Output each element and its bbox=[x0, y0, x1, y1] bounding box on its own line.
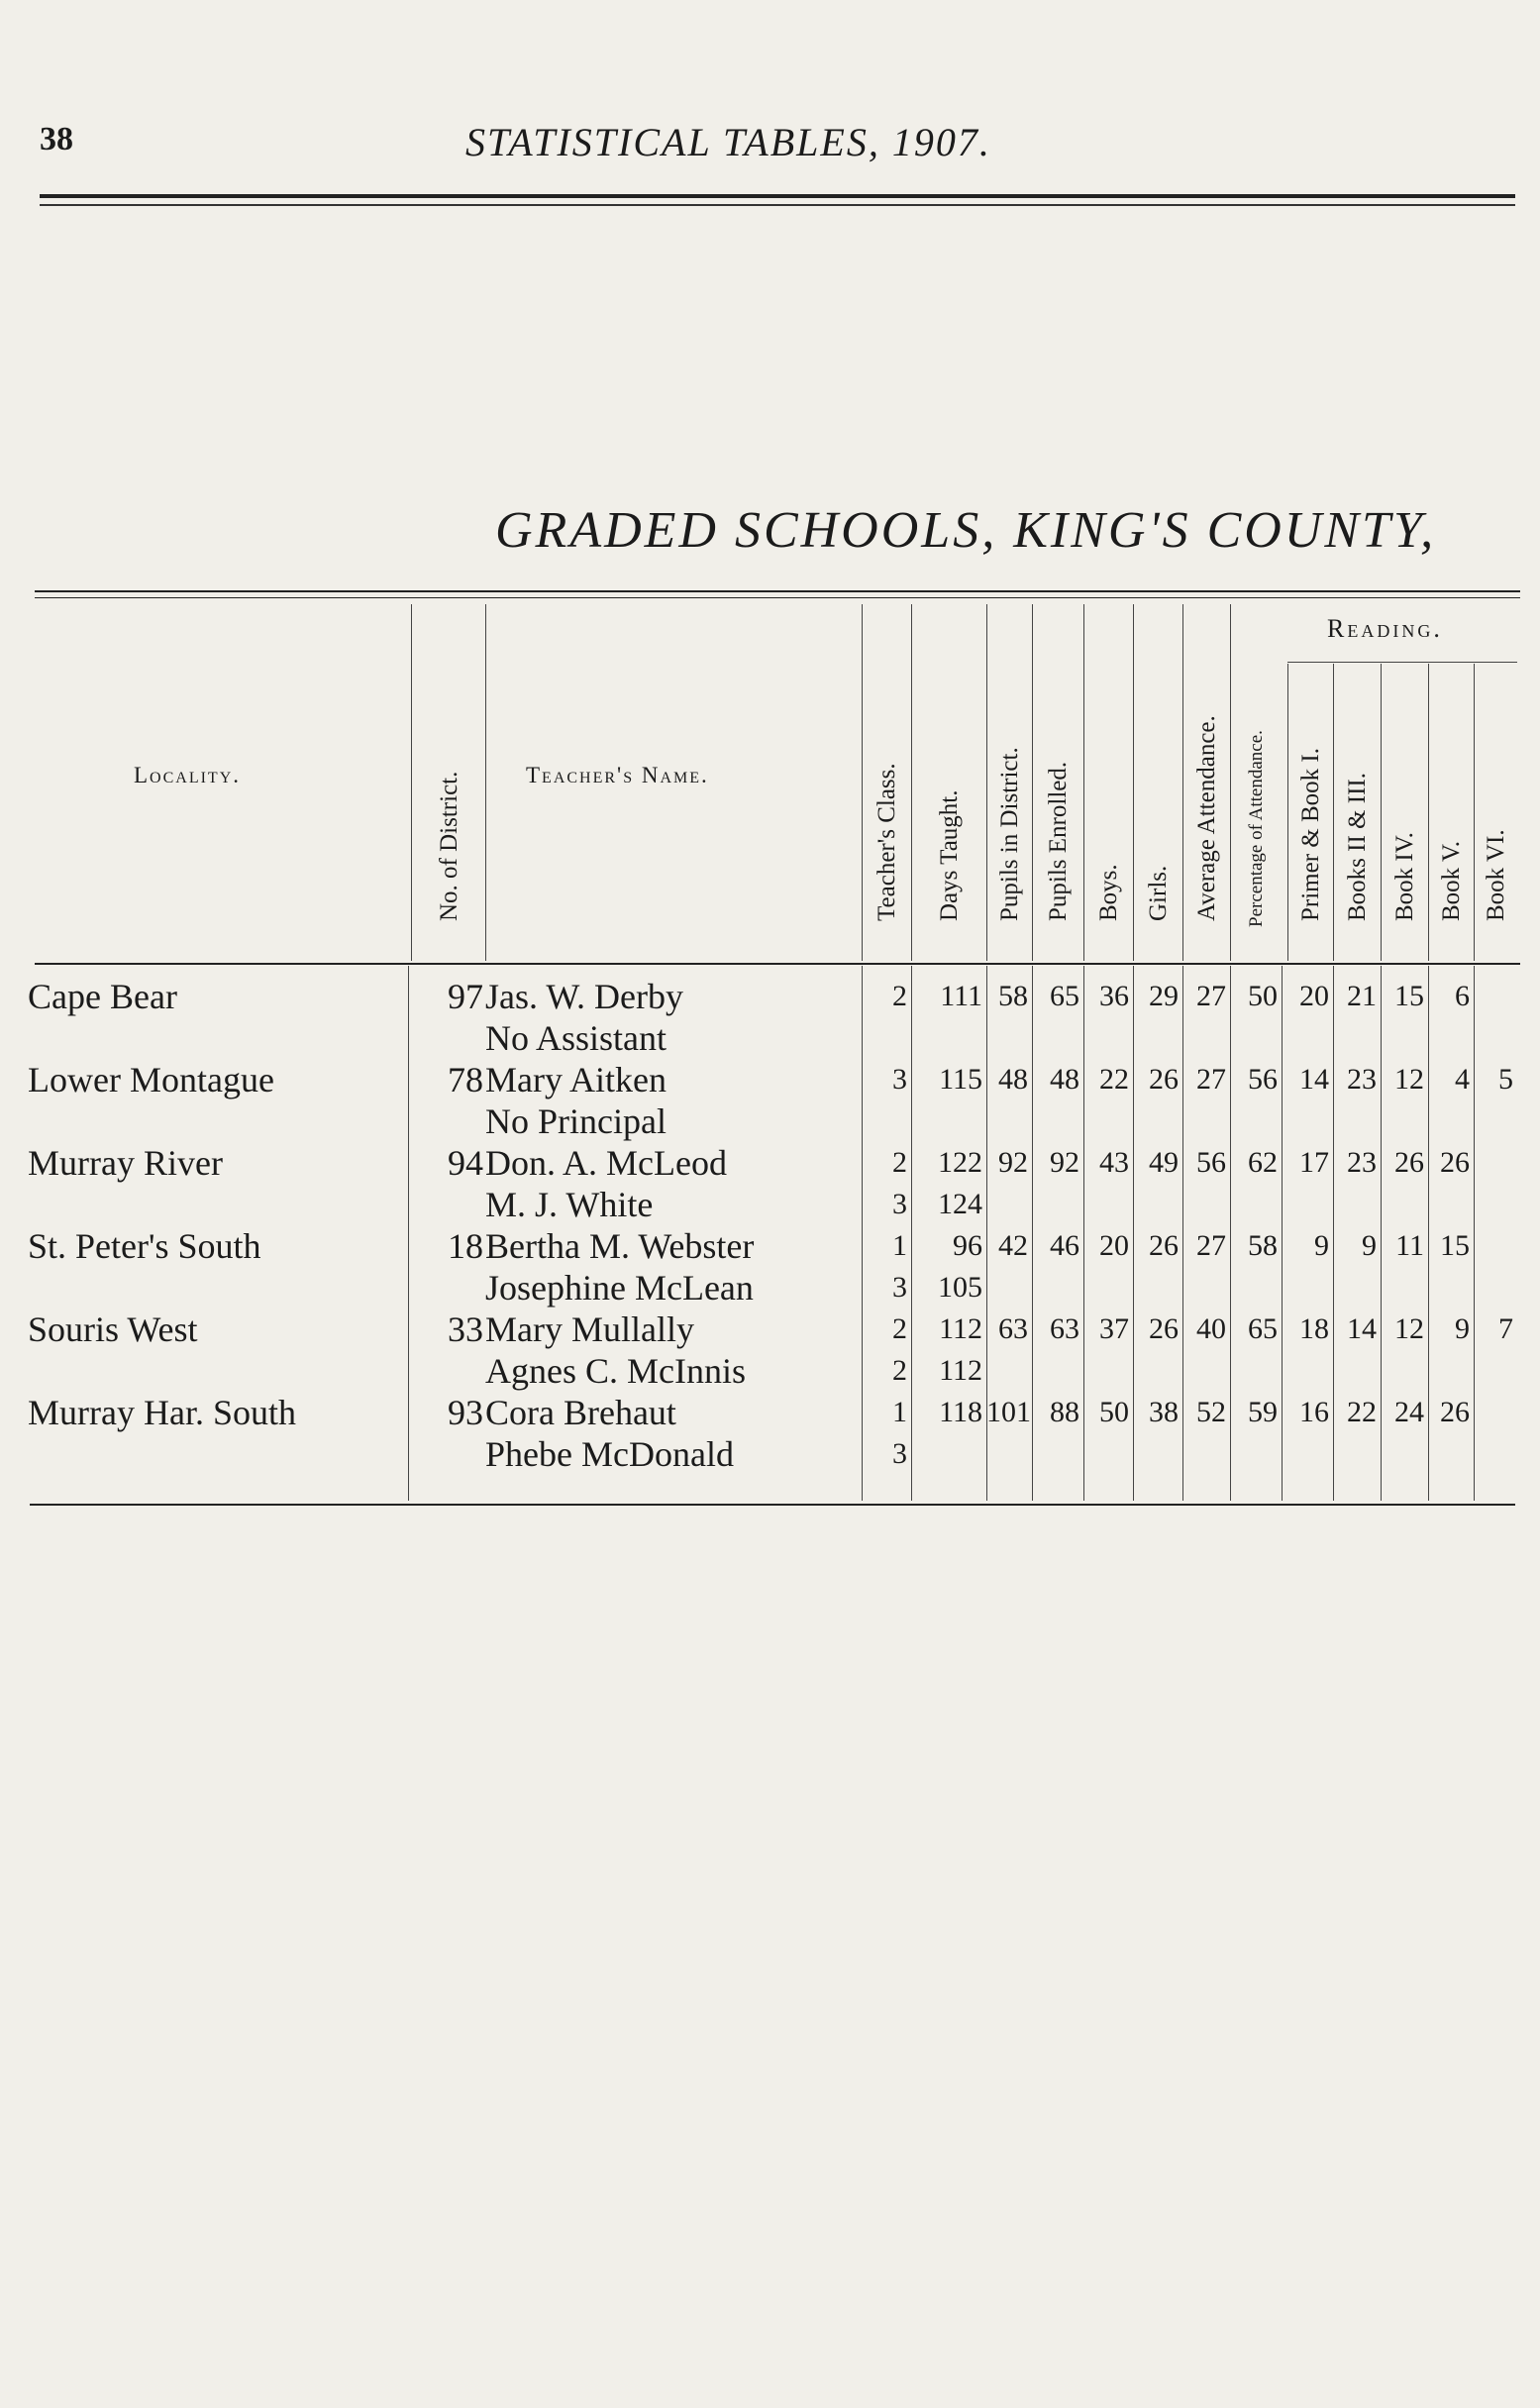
header-book4-cell bbox=[1381, 664, 1429, 961]
header-district-cell bbox=[411, 604, 486, 961]
cell-pupils-district: 101 bbox=[986, 1396, 1031, 1428]
cell-days: 111 bbox=[940, 980, 982, 1012]
cell-avg: 27 bbox=[1196, 980, 1226, 1012]
cell-teacher: Agnes C. McInnis bbox=[485, 1351, 746, 1391]
cell-pupils-district: 58 bbox=[998, 980, 1028, 1012]
cell-district: 78 bbox=[448, 1060, 483, 1099]
cell-pupils-enrolled: 48 bbox=[1050, 1063, 1079, 1096]
cell-girls: 29 bbox=[1149, 980, 1179, 1012]
cell-teacher: Don. A. McLeod bbox=[485, 1143, 727, 1183]
cell-books23: 9 bbox=[1362, 1229, 1377, 1262]
cell-avg: 27 bbox=[1196, 1063, 1226, 1096]
cell-pupils-district: 42 bbox=[998, 1229, 1028, 1262]
cell-days: 124 bbox=[938, 1188, 982, 1220]
cell-district bbox=[406, 1017, 483, 1059]
header-no-district: No. of District. bbox=[435, 771, 462, 921]
cell-teacher: Jas. W. Derby bbox=[485, 977, 683, 1016]
cell-teacher: No Assistant bbox=[485, 1018, 667, 1058]
top-rule-thin bbox=[40, 204, 1515, 206]
table-row bbox=[0, 1392, 1540, 1433]
header-girls: Girls. bbox=[1145, 865, 1172, 921]
table-row bbox=[0, 1059, 1540, 1100]
cell-days: 96 bbox=[953, 1229, 982, 1262]
cell-days: 122 bbox=[938, 1146, 982, 1179]
cell-district: 18 bbox=[448, 1226, 483, 1266]
cell-class: 1 bbox=[892, 1396, 907, 1428]
header-book5-cell bbox=[1428, 664, 1475, 961]
header-primer-cell bbox=[1287, 664, 1334, 961]
cell-locality: Murray River bbox=[28, 1143, 223, 1183]
running-head: STATISTICAL TABLES, 1907. bbox=[465, 120, 991, 164]
header-locality-cell bbox=[20, 604, 411, 961]
cell-girls: 26 bbox=[1149, 1229, 1179, 1262]
cell-teacher: Josephine McLean bbox=[485, 1268, 754, 1308]
cell-primer: 16 bbox=[1299, 1396, 1329, 1428]
cell-pupils-district: 48 bbox=[998, 1063, 1028, 1096]
cell-days: 112 bbox=[939, 1354, 982, 1387]
cell-district: 93 bbox=[448, 1393, 483, 1432]
page-number: 38 bbox=[40, 121, 73, 157]
cell-girls: 38 bbox=[1149, 1396, 1179, 1428]
header-book-6: Book VI. bbox=[1483, 829, 1509, 921]
cell-book4: 15 bbox=[1394, 980, 1424, 1012]
cell-book4: 12 bbox=[1394, 1063, 1424, 1096]
table-row bbox=[0, 1433, 1540, 1475]
cell-book6: 7 bbox=[1498, 1312, 1513, 1345]
header-class-cell bbox=[862, 604, 912, 961]
header-reading: Reading. bbox=[1327, 614, 1443, 643]
cell-pct: 50 bbox=[1248, 980, 1278, 1012]
cell-girls: 49 bbox=[1149, 1146, 1179, 1179]
cell-book5: 26 bbox=[1440, 1396, 1470, 1428]
table-header-top-rule-thin bbox=[35, 597, 1520, 598]
header-primer: Primer & Book I. bbox=[1297, 748, 1324, 921]
cell-locality: Lower Montague bbox=[28, 1060, 274, 1099]
cell-pct: 56 bbox=[1248, 1063, 1278, 1096]
table-bottom-rule bbox=[30, 1504, 1515, 1506]
cell-class: 3 bbox=[892, 1188, 907, 1220]
cell-days bbox=[911, 1017, 982, 1059]
cell-books23: 23 bbox=[1347, 1146, 1377, 1179]
cell-pupils-enrolled: 88 bbox=[1050, 1396, 1079, 1428]
table-row bbox=[0, 1017, 1540, 1059]
cell-district: 97 bbox=[448, 977, 483, 1016]
header-pct-cell bbox=[1230, 604, 1283, 961]
cell-avg: 56 bbox=[1196, 1146, 1226, 1179]
cell-book4: 12 bbox=[1394, 1312, 1424, 1345]
cell-days: 105 bbox=[938, 1271, 982, 1304]
cell-teacher: Mary Mullally bbox=[485, 1309, 694, 1349]
cell-book4: 26 bbox=[1394, 1146, 1424, 1179]
cell-class: 2 bbox=[892, 1146, 907, 1179]
header-pupils-enrolled-cell bbox=[1032, 604, 1084, 961]
table-row bbox=[0, 1142, 1540, 1184]
cell-avg: 27 bbox=[1196, 1229, 1226, 1262]
top-rule bbox=[40, 194, 1515, 198]
cell-books23: 21 bbox=[1347, 980, 1377, 1012]
header-teacher-cell bbox=[485, 604, 863, 961]
cell-class: 3 bbox=[892, 1063, 907, 1096]
cell-primer: 9 bbox=[1314, 1229, 1329, 1262]
cell-pupils-enrolled: 65 bbox=[1050, 980, 1079, 1012]
cell-boys: 36 bbox=[1099, 980, 1129, 1012]
table-row bbox=[0, 1309, 1540, 1350]
cell-boys: 43 bbox=[1099, 1146, 1129, 1179]
cell-class: 3 bbox=[892, 1437, 907, 1470]
cell-book6: 5 bbox=[1498, 1063, 1513, 1096]
cell-boys: 22 bbox=[1099, 1063, 1129, 1096]
cell-teacher: M. J. White bbox=[485, 1185, 654, 1224]
header-girls-cell bbox=[1133, 604, 1183, 961]
cell-book4: 24 bbox=[1394, 1396, 1424, 1428]
cell-district: 33 bbox=[448, 1309, 483, 1349]
header-pupils-enrolled: Pupils Enrolled. bbox=[1045, 761, 1072, 921]
cell-girls: 26 bbox=[1149, 1312, 1179, 1345]
header-locality: Locality. bbox=[134, 763, 242, 787]
header-teacher-class: Teacher's Class. bbox=[873, 763, 900, 921]
cell-book5: 15 bbox=[1440, 1229, 1470, 1262]
header-avg-cell bbox=[1182, 604, 1231, 961]
table-header-bottom-rule bbox=[35, 963, 1520, 965]
cell-primer: 17 bbox=[1299, 1146, 1329, 1179]
cell-class: 1 bbox=[892, 1229, 907, 1262]
table-row bbox=[0, 1225, 1540, 1267]
header-boys: Boys. bbox=[1095, 864, 1122, 921]
cell-teacher: No Principal bbox=[485, 1101, 667, 1141]
cell-class bbox=[862, 1017, 907, 1059]
cell-class: 3 bbox=[892, 1271, 907, 1304]
header-days-taught: Days Taught. bbox=[936, 789, 963, 921]
cell-locality: Cape Bear bbox=[28, 977, 177, 1016]
cell-girls: 26 bbox=[1149, 1063, 1179, 1096]
cell-days: 115 bbox=[939, 1063, 982, 1096]
table-row bbox=[0, 1184, 1540, 1225]
cell-days: 112 bbox=[939, 1312, 982, 1345]
cell-pct: 59 bbox=[1248, 1396, 1278, 1428]
cell-days: 118 bbox=[939, 1396, 982, 1428]
header-boys-cell bbox=[1083, 604, 1134, 961]
cell-avg: 40 bbox=[1196, 1312, 1226, 1345]
cell-pupils-enrolled: 92 bbox=[1050, 1146, 1079, 1179]
cell-district: 94 bbox=[448, 1143, 483, 1183]
table-row bbox=[0, 976, 1540, 1017]
header-book6-cell bbox=[1474, 664, 1518, 961]
section-title: GRADED SCHOOLS, KING'S COUNTY, bbox=[495, 502, 1437, 559]
cell-class: 2 bbox=[892, 980, 907, 1012]
cell-locality: Murray Har. South bbox=[28, 1393, 296, 1432]
cell-pct: 62 bbox=[1248, 1146, 1278, 1179]
cell-pct: 58 bbox=[1248, 1229, 1278, 1262]
cell-avg: 52 bbox=[1196, 1396, 1226, 1428]
header-pupils-district-cell bbox=[986, 604, 1033, 961]
cell-books23: 23 bbox=[1347, 1063, 1377, 1096]
header-books-2-3: Books II & III. bbox=[1344, 773, 1371, 921]
cell-teacher: Mary Aitken bbox=[485, 1060, 667, 1099]
cell-pupils-district: 63 bbox=[998, 1312, 1028, 1345]
cell-primer: 14 bbox=[1299, 1063, 1329, 1096]
cell-book4: 11 bbox=[1395, 1229, 1424, 1262]
header-percentage-attendance: Percentage of Attendance. bbox=[1246, 730, 1267, 927]
cell-locality: Souris West bbox=[28, 1309, 198, 1349]
cell-boys: 20 bbox=[1099, 1229, 1129, 1262]
header-average-attendance: Average Attendance. bbox=[1193, 715, 1220, 921]
header-pupils-district: Pupils in District. bbox=[996, 747, 1023, 921]
cell-book5: 4 bbox=[1455, 1063, 1470, 1096]
cell-book5: 26 bbox=[1440, 1146, 1470, 1179]
cell-pct: 65 bbox=[1248, 1312, 1278, 1345]
cell-books23: 14 bbox=[1347, 1312, 1377, 1345]
header-days-cell bbox=[911, 604, 987, 961]
cell-book5: 6 bbox=[1455, 980, 1470, 1012]
header-book-4: Book IV. bbox=[1391, 832, 1418, 921]
cell-boys: 50 bbox=[1099, 1396, 1129, 1428]
cell-pupils-enrolled: 46 bbox=[1050, 1229, 1079, 1262]
table-row bbox=[0, 1267, 1540, 1309]
cell-primer: 20 bbox=[1299, 980, 1329, 1012]
cell-class: 2 bbox=[892, 1354, 907, 1387]
cell-book6 bbox=[1474, 976, 1513, 1017]
table-header-top-rule bbox=[35, 590, 1520, 592]
header-teacher-name: Teacher's Name. bbox=[526, 763, 709, 787]
cell-book6 bbox=[1474, 1142, 1513, 1184]
cell-class: 2 bbox=[892, 1312, 907, 1345]
cell-pupils-enrolled: 63 bbox=[1050, 1312, 1079, 1345]
header-books23-cell bbox=[1333, 664, 1382, 961]
cell-teacher: Bertha M. Webster bbox=[485, 1226, 755, 1266]
cell-teacher: Cora Brehaut bbox=[485, 1393, 676, 1432]
cell-primer: 18 bbox=[1299, 1312, 1329, 1345]
table-row bbox=[0, 1100, 1540, 1142]
cell-book5: 9 bbox=[1455, 1312, 1470, 1345]
table-row bbox=[0, 1350, 1540, 1392]
cell-books23: 22 bbox=[1347, 1396, 1377, 1428]
header-book-5: Book V. bbox=[1438, 840, 1465, 921]
cell-boys: 37 bbox=[1099, 1312, 1129, 1345]
cell-locality: St. Peter's South bbox=[28, 1226, 261, 1266]
cell-teacher: Phebe McDonald bbox=[485, 1434, 734, 1474]
reading-group-rule bbox=[1287, 662, 1517, 663]
cell-pupils-district: 92 bbox=[998, 1146, 1028, 1179]
